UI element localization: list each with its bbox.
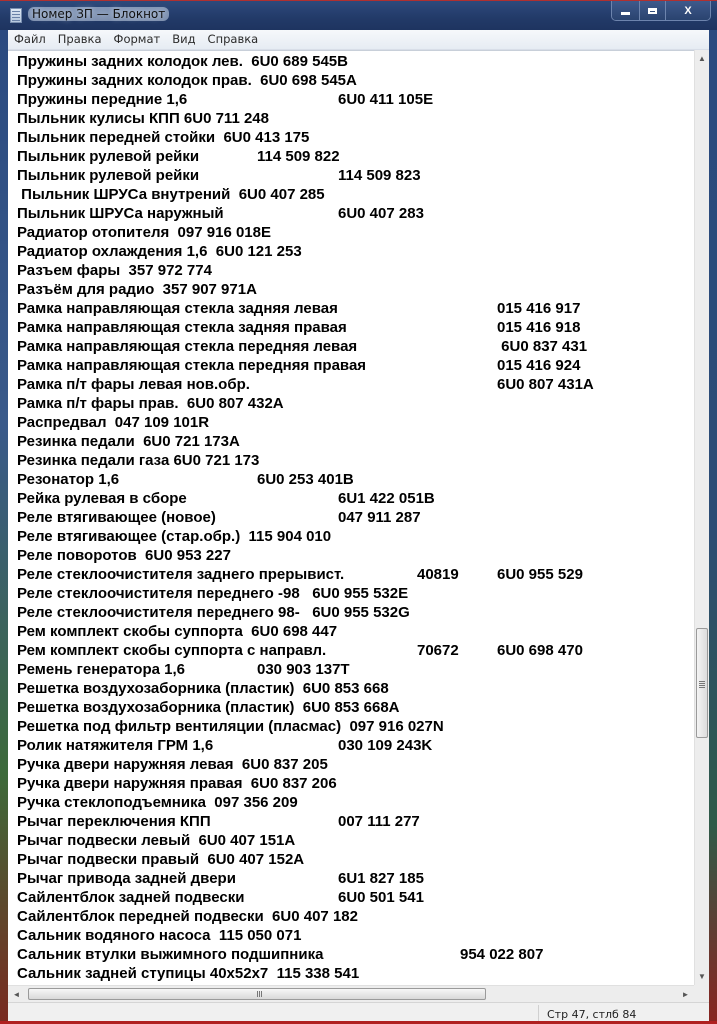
menu-help[interactable]: Справка	[207, 32, 259, 46]
caption-buttons	[611, 1, 711, 21]
horizontal-scrollbar[interactable]	[8, 985, 694, 1002]
part-name: Пыльник рулевой рейки	[17, 148, 200, 165]
part-name: Резинка педали 6U0 721 173A	[17, 433, 240, 450]
part-name: Рычаг привода задней двери	[17, 870, 236, 887]
part-name: Рычаг переключения КПП	[17, 813, 211, 830]
text-editor[interactable]	[8, 50, 694, 986]
part-name: Рычаг подвески левый 6U0 407 151A	[17, 832, 296, 849]
part-number: 40819	[417, 566, 459, 583]
part-name: Рем комплект скобы суппорта с направл.	[17, 642, 327, 659]
part-number: 030 109 243K	[338, 737, 433, 754]
part-number: 015 416 918	[497, 319, 581, 336]
vertical-scroll-thumb[interactable]	[696, 628, 708, 738]
part-name: Разъём для радио 357 907 971A	[17, 281, 257, 298]
menu-view[interactable]: Вид	[172, 32, 196, 46]
part-name: Рамка направляющая стекла задняя правая	[17, 319, 347, 336]
scroll-right-button[interactable]	[677, 986, 694, 1002]
horizontal-scroll-thumb[interactable]	[28, 988, 486, 1000]
menu-edit[interactable]: Правка	[57, 32, 102, 46]
window-title: Номер ЗП — Блокнот	[28, 7, 169, 21]
window-frame-right	[709, 28, 717, 1024]
close-button[interactable]	[665, 1, 710, 20]
close-icon: X	[684, 4, 692, 17]
part-name: Решетка под фильтр вентиляции (пласмас) 097 916 027N	[17, 718, 444, 735]
minimize-button[interactable]	[612, 1, 639, 20]
part-name: Сальник задней ступицы 40x52x7 115 338 541	[17, 965, 360, 982]
scrollbar-corner	[694, 985, 709, 1002]
part-name: Рамка направляющая стекла передняя правая	[17, 357, 367, 374]
scroll-down-button[interactable]	[695, 968, 709, 985]
notepad-icon	[10, 8, 22, 23]
part-name: Сайлентблок передней подвески 6U0 407 182	[17, 908, 358, 925]
scroll-left-button[interactable]	[8, 986, 25, 1002]
part-name: Решетка воздухозаборника (пластик) 6U0 853 668	[17, 680, 389, 697]
part-name: Рем комплект скобы суппорта 6U0 698 447	[17, 623, 338, 640]
part-number: 007 111 277	[338, 813, 420, 830]
part-number: 030 903 137T	[257, 661, 350, 678]
part-number: 015 416 924	[497, 357, 581, 374]
grip-icon	[699, 683, 705, 684]
part-name: Ремень генератора 1,6	[17, 661, 185, 678]
part-name: Пружины задних колодок прав. 6U0 698 545A	[17, 72, 357, 89]
part-name: Ручка двери наружняя левая 6U0 837 205	[17, 756, 328, 773]
arrow-down-icon: ▼	[698, 972, 706, 981]
part-number: 6U0 411 105E	[338, 91, 434, 108]
part-name: Реле втягивающее (стар.обр.) 115 904 010	[17, 528, 332, 545]
part-name: Разъем фары 357 972 774	[17, 262, 212, 279]
part-number: 047 911 287	[338, 509, 421, 526]
part-number: 015 416 917	[497, 300, 581, 317]
part-name: Пыльник ШРУСа наружный	[17, 205, 224, 222]
part-name: Пружины задних колодок лев. 6U0 689 545B	[17, 53, 348, 70]
arrow-left-icon: ◄	[12, 989, 21, 999]
vertical-scrollbar[interactable]	[694, 50, 709, 985]
menu-file[interactable]: Файл	[14, 32, 46, 46]
menu-format[interactable]: Формат	[113, 32, 161, 46]
title-bar[interactable]	[0, 0, 717, 30]
part-name: Распредвал 047 109 101R	[17, 414, 210, 431]
part-name: Рамка направляющая стекла задняя левая	[17, 300, 338, 317]
cursor-position: Стр 47, стлб 84	[547, 1008, 637, 1021]
scroll-up-button[interactable]	[695, 50, 709, 67]
part-number: 6U1 422 051B	[338, 490, 435, 507]
part-name: Ручка стеклоподъемника 097 356 209	[17, 794, 298, 811]
part-name: Резонатор 1,6	[17, 471, 120, 488]
part-name: Реле стеклоочистителя переднего 98- 6U0 955 532G	[17, 604, 410, 621]
part-name: Реле стеклоочистителя переднего -98 6U0 955 532E	[17, 585, 409, 602]
part-number: 70672	[417, 642, 459, 659]
part-number-alt: 6U0 955 529	[497, 566, 583, 583]
part-number: 6U0 807 431A	[497, 376, 594, 393]
part-name: Ручка двери наружняя правая 6U0 837 206	[17, 775, 337, 792]
part-name: Сальник втулки выжимного подшипника	[17, 946, 324, 963]
part-name: Рычаг подвески правый 6U0 407 152A	[17, 851, 305, 868]
minimize-icon	[621, 12, 630, 15]
part-name: Реле поворотов 6U0 953 227	[17, 547, 231, 564]
part-name: Радиатор охлаждения 1,6 6U0 121 253	[17, 243, 302, 260]
maximize-button[interactable]	[639, 1, 665, 20]
part-number: 6U0 501 541	[338, 889, 424, 906]
part-number: 6U0 837 431	[497, 338, 588, 355]
part-name: Сальник водяного насоса 115 050 071	[17, 927, 302, 944]
part-number: 114 509 823	[338, 167, 421, 184]
client-area	[8, 30, 709, 1024]
arrow-right-icon: ►	[681, 989, 690, 999]
arrow-up-icon: ▲	[698, 54, 706, 63]
part-name: Сайлентблок задней подвески	[17, 889, 245, 906]
part-name: Пружины передние 1,6	[17, 91, 188, 108]
part-name: Рамка п/т фары прав. 6U0 807 432A	[17, 395, 284, 412]
part-number: 954 022 807	[460, 946, 544, 963]
part-number-alt: 6U0 698 470	[497, 642, 583, 659]
menu-bar	[8, 30, 709, 50]
part-name: Рейка рулевая в сборе	[17, 490, 187, 507]
part-number: 6U0 407 283	[338, 205, 424, 222]
part-name: Пыльник рулевой рейки	[17, 167, 200, 184]
maximize-icon	[648, 8, 657, 14]
part-name: Пыльник передней стойки 6U0 413 175	[17, 129, 310, 146]
part-number: 6U1 827 185	[338, 870, 424, 887]
part-number: 114 509 822	[257, 148, 340, 165]
part-name: Ролик натяжителя ГРМ 1,6	[17, 737, 214, 754]
part-name: Пыльник ШРУСа внутрений 6U0 407 285	[17, 186, 325, 203]
part-number: 6U0 253 401B	[257, 471, 354, 488]
part-name: Радиатор отопителя 097 916 018E	[17, 224, 271, 241]
part-name: Решетка воздухозаборника (пластик) 6U0 853 668A	[17, 699, 400, 716]
part-name: Реле втягивающее (новое)	[17, 509, 216, 526]
part-name: Резинка педали газа 6U0 721 173	[17, 452, 260, 469]
grip-icon	[257, 991, 258, 997]
part-name: Пыльник кулисы КПП 6U0 711 248	[17, 110, 269, 127]
window-frame-left	[0, 28, 8, 1024]
part-name: Рамка п/т фары левая нов.обр.	[17, 376, 250, 393]
part-name: Рамка направляющая стекла передняя левая	[17, 338, 358, 355]
part-name: Реле стеклоочистителя заднего прерывист.	[17, 566, 345, 583]
